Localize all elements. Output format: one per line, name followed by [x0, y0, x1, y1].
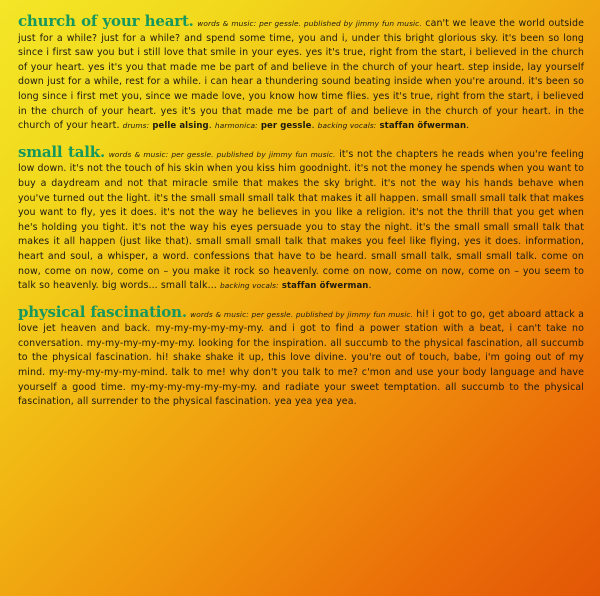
song-credit: words & music: per gessle. published by jimmy fun music. — [190, 309, 413, 319]
song-title: small talk. — [18, 142, 106, 161]
song-lyrics: can't we leave the world outside just for a while? just for a while? and spend some time, you and i, under this bright glorious sky. it's been so long since i first saw you but i still love that smile in your eyes. yes it's true, right from the start, i believed in the church of your heart. yes it's you that made me be part of and believe in the church of your heart. step inside, lay yourself down just for a while, rest for a while. i can hear a thundering sound beating inside when you're around. it's been so long since i first met you, since we made love, you know how time flies. yes it's true, right from the start, i believed in the church of your heart. yes it's you that made me be part of and believe in the church of your heart. in the church of your heart. — [18, 18, 585, 132]
personnel-name: per gessle — [260, 121, 312, 132]
personnel-name: pelle alsing — [152, 121, 209, 132]
personnel-role: backing vocals: — [220, 281, 279, 291]
personnel-role: harmonica: — [214, 121, 258, 131]
song-block-physical-fascination — [18, 302, 584, 410]
song-credit: words & music: per gessle. published by jimmy fun music. — [108, 149, 336, 159]
personnel-name: staffan öfwerman — [379, 121, 467, 132]
personnel-role: backing vocals: — [317, 121, 377, 131]
song-block-small-talk: small talk. words & music: per gessle. published by jimmy fun music. it's not the chapters he reads when you're feeling low down. it's not the touch of his skin when you kiss him goodnight. it's not the money he spends when you want to buy a daydream and not that miracle smile that makes the sky bright. it's not the way his hands behave when you've turned out the light. it's the small small small talk that makes it all happen. small small small talk that makes you want to fly, yes it does. it's not the way he believes in you like a religion. it's not the thrill that you get when he's holding you tight. it's not the way his eyes persuade you to stay the night. it's the small small small talk that makes it all happen (just like that). small small small talk that makes you feel like flying, yes it does. information, heart and soul, a whisper, a word. confessions that have to be heard. small small talk, small small talk. come on now, come on now, come on – you make it rock so heavenly. come on now, come on now, come on – you seem to talk so heavenly. big words... small talk... backing vocals: staffan öfwerman. — [18, 142, 584, 292]
song-lyrics: it's not the chapters he reads when you're feeling low down. it's not the touch of his skin when you kiss him goodnight. it's not the money he spends when you want to buy a daydream and not that miracle smile that makes the sky bright. it's not the way his hands behave when you've turned out the light. it's the small small small talk that makes it all happen. small small small talk that makes you want to fly, yes it does. it's not the way he believes in you like a religion. it's not the thrill that you get when he's holding you tight. it's not the way his eyes persuade you to stay the night. it's the small small small talk that makes it all happen (just like that). small small small talk that makes you feel like flying, yes it does. information, heart and soul, a whisper, a word. confessions that have to be heard. small small talk, small small talk. come on now, come on now, come on – you make it rock so heavenly. come on now, come on now, come on – you seem to talk so heavenly. big words... small talk... — [18, 148, 584, 292]
song-block-church-of-your-heart: church of your heart. words & music: per gessle. published by jimmy fun music. can't we leave the world outside just for a while? just for a while? and spend some time, you and i, under this bright glorious sky. it's been so long since i first saw you but i still love that smile in your eyes. yes it's true, right from the start, i believed in the church of your heart. yes it's you that made me be part of and believe in the church of your heart. step inside, lay yourself down just for a while, rest for a while. i can hear a thundering sound beating inside when you're around. it's been so long since i first met you, since we made love, you know how time flies. yes it's true, right from the start, i believed in the church of your heart. yes it's you that made me be part of and believe in the church of your heart. in the church of your heart. drums: pelle alsing. harmonica: per gessle. backing vocals: staffan öfwerman. — [18, 12, 585, 132]
song-lyrics: hi! i got to go, get aboard attack a love jet heaven and back. my-my-my-my-my-my. and i got to find a power station with a beat, i can't take no conversation. my-my-my-my-my-my. looking for the inspiration. all succumb to the physical fascination, all succumb to the physical fascination. hi! shake shake it up, this love divine. you're out of touch, babe, i'm going out of my mind. my-my-my-my-my-mind. talk to me! why don't you talk to me? c'mon and use your body language and have yourself a good time. my-my-my-my-my-my-my. and radiate your sweet temptation. all succumb to the physical fascination, all surrender to the physical fascination. yea yea yea yea. — [18, 308, 584, 408]
song-credit: words & music: per gessle. published by jimmy fun music. — [197, 19, 422, 28]
personnel-role: drums: — [122, 121, 150, 131]
personnel-name: staffan öfwerman — [281, 281, 369, 292]
song-title: physical fascination. — [18, 302, 187, 321]
song-title: church of your heart. — [18, 12, 194, 30]
